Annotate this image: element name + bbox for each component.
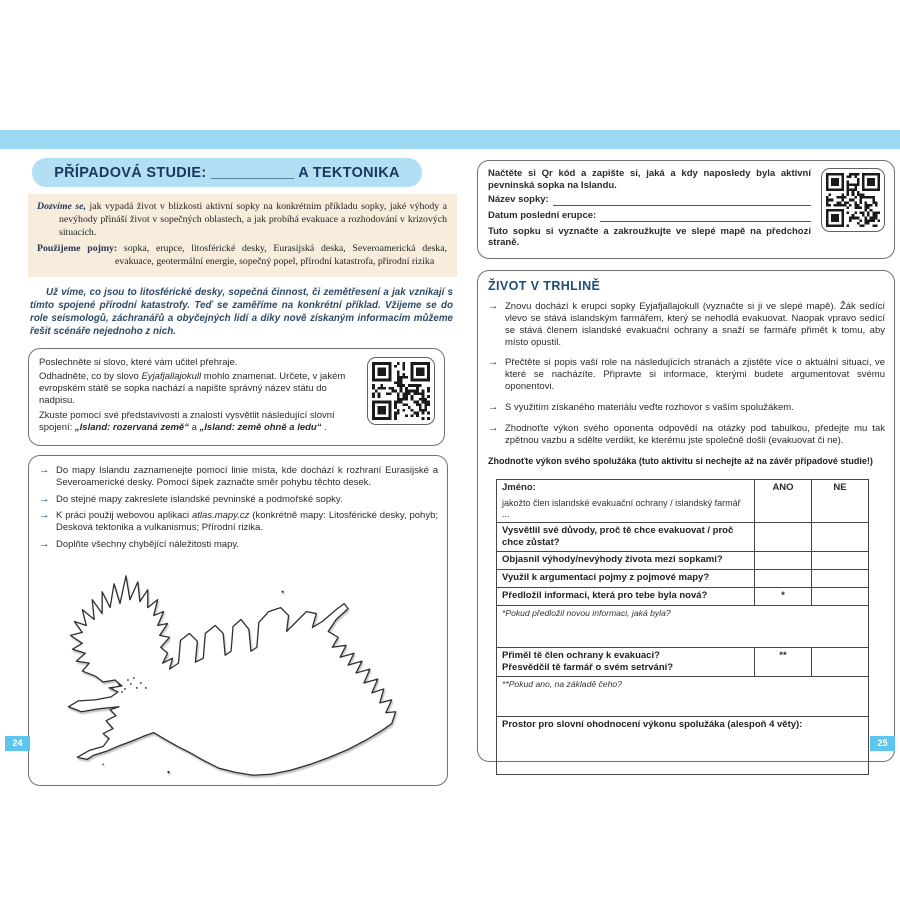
table-row (497, 570, 869, 588)
assessment-instruction: Zhodnoťte výkon svého spolužáka (tuto aktivitu si nechejte až na závěr případové studie!) (488, 455, 873, 466)
rift-bullet-2 (488, 357, 885, 393)
rift-bullet-1 (488, 301, 885, 349)
page-title (32, 158, 422, 187)
question-3: Využil k argumentaci pojmy z pojmové mapy? (497, 570, 755, 588)
answer-no-cell (812, 570, 869, 588)
table-row-verdict (497, 648, 869, 677)
map-task-3-text (56, 510, 438, 534)
section-heading: ŽIVOT V TRHLINĚ (488, 279, 601, 294)
answer-yes-cell (755, 570, 812, 588)
question-4: Předložil informaci, která pro tebe byla nová? (497, 588, 755, 606)
answer-no-cell (812, 588, 869, 606)
verdict-question-line-1: Přiměl tě člen ochrany k evakuaci? (502, 650, 660, 661)
table-header-row (497, 479, 869, 522)
question-1: Vysvětlil své důvody, proč tě chce evakuovat / proč chce zůstat? (497, 523, 755, 552)
objectives-learn (37, 201, 447, 240)
objectives-terms-text: sopka, erupce, litosférické desky, Eurasijská deska, Severoamerická deska, evakuace, geotermální energie, sopečný popel, přírodní katastrofa, přírodní rizika (115, 242, 448, 267)
intro-paragraph: Už víme, co jsou to litosférické desky, sopečná činnost, či zemětřesení a jak vznikají s tímto spojené přírodní katastrofy. Teď se zaměříme na konkrétní příklad. Vžijeme se do role seismologů, záchranářů a obyčejných lidí a díky nově získaným informacím můžeme řešit scénáře nejednoho z nich. (30, 286, 453, 338)
verdict-question (497, 648, 755, 677)
rift-bullet-2-text: Přečtěte si popis vaší role na následujících stranách a zjistěte více o aktuální situaci, ve které se nacházíte. Připravte si informace, kterými budete argumentovat svému oponentovi. (505, 357, 885, 393)
page-left (28, 158, 457, 786)
map-task-3-pre: K práci použij webovou aplikaci (56, 510, 192, 522)
objectives-learn-text: jak vypadá život v blízkosti aktivní sopky na konkrétním příkladu sopky, jaké výhody a nevýhody přináší život v sopečných oblastech, a jak probíhá evakuace a rozhodování v krizových situacích. (59, 201, 447, 238)
answer-no-cell (812, 552, 869, 570)
listen-activity-box (28, 348, 445, 446)
answer-no-cell (812, 648, 869, 677)
life-in-rift-box (477, 270, 895, 762)
rift-bullet-1-text: Znovu dochází k erupci sopky Eyjafjallajokull (vyznačte si ji ve slepé mapě). Žák sedící vlevo se stává islandským farmářem, který se nehodlá evakuovat. Naopak vpravo sedící se stává členem islandské evakuační ochrany a snaží se farmáře přimět k tomu, aby místo opustil. (505, 300, 885, 348)
eruption-date-field (488, 210, 811, 222)
decorative-stripe (0, 130, 900, 149)
arrow-icon: → (39, 492, 50, 505)
table-row (497, 552, 869, 570)
table-row (497, 588, 869, 606)
written-feedback-label: Prostor pro slovní ohodnocení výkonu spolužáka (alespoň 4 věty): (497, 716, 869, 774)
footnote-row-2 (497, 676, 869, 716)
volcano-name-field (488, 194, 811, 206)
arrow-icon: → (488, 421, 499, 434)
rift-bullet-3-text: S využitím získaného materiálu veďte rozhovor s vaším spolužákem. (505, 402, 794, 413)
answer-yes-cell (755, 523, 812, 552)
phrase-quote-2: „Island: země ohně a ledu“ (199, 421, 322, 433)
page-number-left: 24 (5, 736, 30, 751)
qr-code-pattern (372, 362, 430, 420)
listen-line-3 (39, 410, 357, 434)
eruption-date-blank (600, 211, 811, 222)
listen-line-1: Poslechněte si slovo, které vám učitel přehraje. (39, 356, 238, 368)
map-task-2-text: Do stejné mapy zakreslete islandské pevninské a podmořské sopky. (56, 493, 343, 505)
column-no: NE (812, 479, 869, 522)
arrow-icon: → (488, 299, 499, 312)
volcano-name-blank (553, 195, 811, 206)
map-task-3-post: (konkrétně mapy: Litosférické desky, pohyb; Desková tektonika a vulkanismus; Přírodní rizika. (56, 510, 438, 534)
qr-code-icon (821, 168, 885, 232)
rift-bullet-4-text: Zhodnoťte výkon svého oponenta odpovědí na otázky pod tabulkou, předejte mu tak zpětnou vazbu a sdělte verdikt, ke kterému jste společně došli (evakuovat či ne). (505, 422, 885, 446)
rift-bullet-4 (488, 423, 885, 447)
phrase-quote-1: „Island: rozervaná země“ (74, 421, 189, 433)
answer-no-cell (812, 523, 869, 552)
map-task-1 (39, 465, 438, 489)
footnote-1: *Pokud předložil novou informaci, jaká byla? (497, 606, 869, 648)
iceland-outline-map (51, 562, 429, 800)
map-task-4-text: Doplňte všechny chybějící náležitosti mapy. (56, 539, 240, 551)
map-task-1-text: Do mapy Islandu zaznamenejte pomocí linie místa, kde dochází k rozhraní Eurasijské a Severoamerické desky. Pomocí šipek zaznačte směr pohybu těchto desek. (56, 464, 438, 488)
asterisk-mark: * (755, 588, 812, 606)
listen-line-3-mid: a (188, 421, 200, 433)
table-row (497, 523, 869, 552)
footnote-2: **Pokud ano, na základě čeho? (497, 676, 869, 716)
listen-line-3-post: . (321, 421, 327, 433)
written-feedback-row (497, 716, 869, 774)
arrow-icon: → (488, 356, 499, 369)
objectives-learn-lead: Dozvíme se, (37, 201, 86, 213)
map-task-4 (39, 539, 438, 551)
column-yes: ANO (755, 479, 812, 522)
objectives-box (28, 194, 457, 277)
verdict-question-line-2: Přesvědčil tě farmář o svém setrvání? (502, 661, 674, 673)
listen-line-2-post: mohlo znamenat. Určete, v jakém evropském státě se sopka nachází a napište správný název státu do nadpisu. (39, 371, 346, 407)
double-asterisk-mark: ** (755, 648, 812, 677)
arrow-icon: → (39, 538, 50, 551)
atlas-app-name: atlas.mapy.cz (192, 510, 250, 522)
objectives-terms-lead: Použijeme pojmy: (37, 242, 118, 254)
map-task-2 (39, 494, 438, 506)
answer-yes-cell (755, 552, 812, 570)
name-label: Jméno: (502, 481, 536, 493)
name-sub-label: jakožto člen islandské evakuační ochrany / islandský farmář ... (502, 497, 741, 519)
listen-line-3-pre: Zkuste pomocí své představivosti a znalostí vysvětlit následující slovní spojení: (39, 410, 335, 433)
volcano-name-label: Název sopky: (488, 193, 549, 205)
qr-instruction: Načtěte si Qr kód a zapište si, jaká a kdy naposledy byla aktivní pevninská sopka na Islandu. (488, 168, 811, 191)
assessment-table (496, 479, 869, 775)
arrow-icon: → (488, 401, 499, 413)
listen-activity-text (39, 357, 357, 437)
arrow-icon: → (39, 463, 50, 476)
eruption-date-label: Datum poslední erupce: (488, 209, 597, 221)
rift-bullet-3 (488, 402, 885, 414)
qr-outro: Tuto sopku si vyznačte a zakroužkujte ve slepé mapě na předchozí straně. (488, 225, 811, 249)
volcano-qr-box (477, 160, 895, 259)
volcano-qr-text (488, 168, 811, 251)
footnote-row-1 (497, 606, 869, 648)
question-2: Objasnil výhody/nevýhody života mezi sopkami? (497, 552, 755, 570)
page-number-right: 25 (870, 736, 895, 751)
volcano-name-italic: Eyjafjallajokull (141, 371, 202, 383)
listen-line-2-pre: Odhadněte, co by slovo (39, 371, 142, 383)
qr-code-icon (367, 357, 435, 425)
objectives-terms (37, 243, 447, 269)
map-tasks-box (28, 455, 448, 786)
qr-code-pattern (826, 173, 880, 227)
page-title-text: PŘÍPADOVÁ STUDIE: __________ A TEKTONIKA (54, 165, 400, 181)
listen-line-2 (39, 371, 357, 407)
name-cell (497, 479, 755, 522)
arrow-icon: → (39, 509, 50, 522)
page-right (477, 160, 894, 762)
map-task-3 (39, 510, 438, 534)
